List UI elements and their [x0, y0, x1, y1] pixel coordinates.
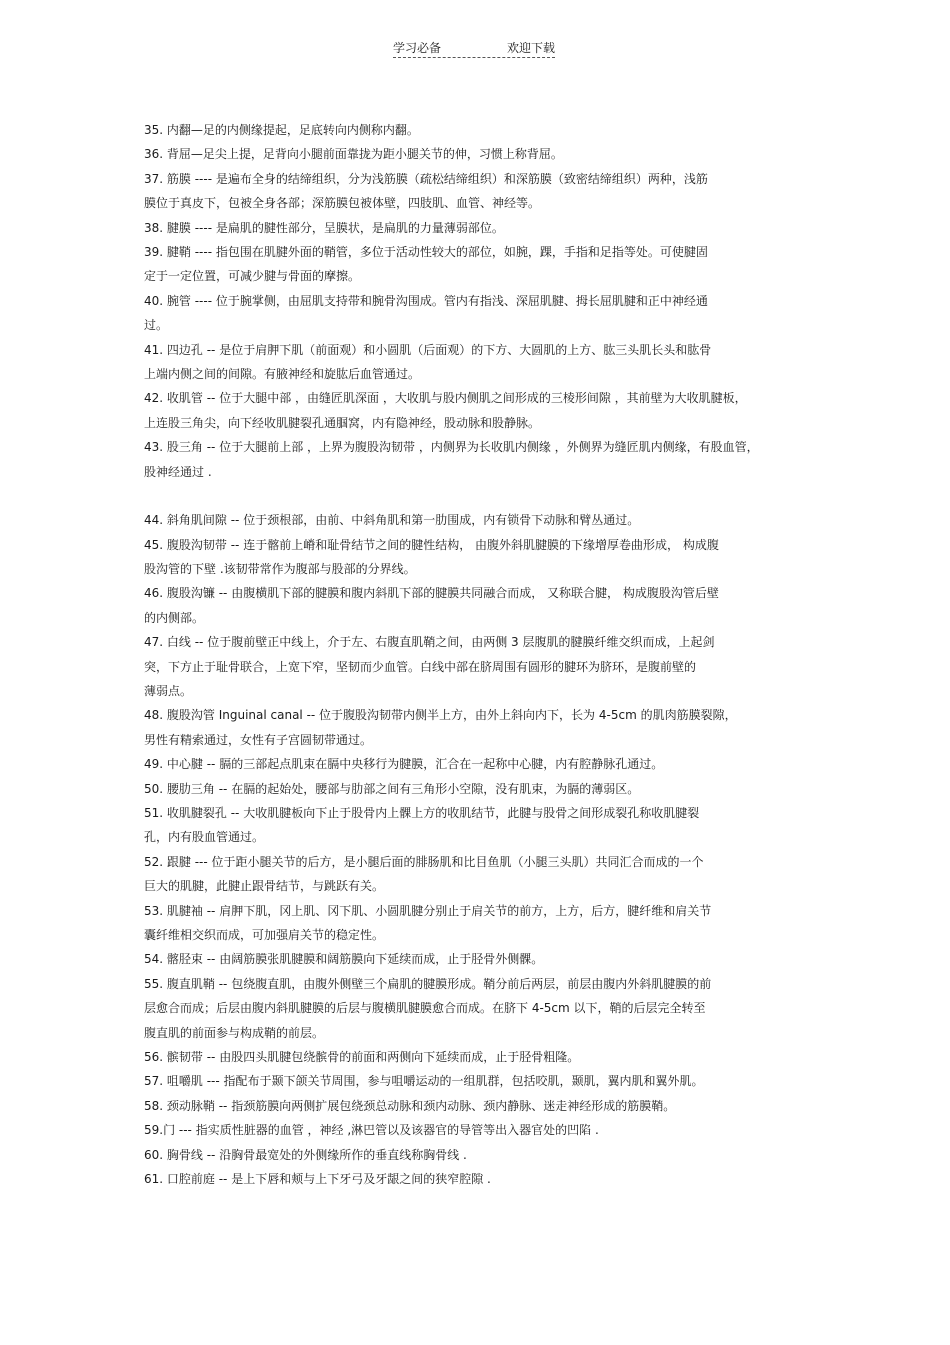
definition-line: 59.门 --- 指实质性脏器的血管 ，神经 ,淋巴管以及该器官的导管等出入器官处的凹陷 .	[144, 1123, 599, 1138]
definition-line: 57. 咀嚼肌 --- 指配布于颞下颌关节周围，参与咀嚼运动的一组肌群，包括咬肌，颞肌，翼内肌和翼外肌。	[144, 1074, 704, 1089]
definition-line: 38. 腱膜 ---- 是扁肌的腱性部分，呈膜状，是扁肌的力量薄弱部位。	[144, 220, 504, 235]
definition-line: 薄弱点。	[144, 683, 193, 698]
page-header	[0, 40, 950, 62]
definition-entry	[144, 533, 812, 582]
definition-line: 44. 斜角肌间隙 -- 位于颈根部，由前、中斜角肌和第一肋围成，内有锁骨下动脉和臂丛通过。	[144, 513, 640, 528]
definition-entry	[144, 386, 812, 435]
definition-line: 巨大的肌腱，此腱止跟骨结节，与跳跃有关。	[144, 879, 385, 894]
definition-entry	[144, 850, 812, 899]
definition-entry	[144, 630, 812, 703]
definition-line: 51. 收肌腱裂孔 -- 大收肌腱板向下止于股骨内上髁上方的收肌结节，此腱与股骨之间形成裂孔称收肌腱裂	[144, 805, 700, 820]
definition-line: 囊纤维相交织而成，可加强肩关节的稳定性。	[144, 928, 385, 942]
definition-entry	[144, 240, 812, 289]
definition-entry	[144, 118, 812, 142]
definition-entry	[144, 508, 812, 532]
definition-entry	[144, 1069, 812, 1093]
definition-line: 53. 肌腱袖 -- 肩胛下肌，冈上肌、冈下肌、小圆肌腱分别止于肩关节的前方，上方，后方，腱纤维和肩关节	[144, 903, 712, 918]
definition-line: 35. 内翻—足的内侧缘提起，足底转向内侧称内翻。	[144, 123, 419, 137]
definition-line: 上连股三角尖，向下经收肌腱裂孔通腘窝，内有隐神经，股动脉和股静脉。	[144, 415, 541, 430]
definition-entry	[144, 899, 812, 948]
definition-line: 50. 腰肋三角 -- 在膈的起始处，腰部与肋部之间有三角形小空隙，没有肌束，为膈的薄弱区。	[144, 781, 640, 796]
definition-line: 55. 腹直肌鞘 -- 包绕腹直肌，由腹外侧壁三个扁肌的腱膜形成。鞘分前后两层，前层由腹内外斜肌腱膜的前	[144, 976, 712, 991]
definition-entry	[144, 216, 812, 240]
definition-entry	[144, 947, 812, 971]
definition-line: 48. 腹股沟管 Inguinal canal -- 位于腹股沟韧带内侧半上方，由外上斜向内下，长为 4-5cm 的肌肉筋膜裂隙，	[144, 708, 737, 723]
definition-entry	[144, 1094, 812, 1118]
definition-entry	[144, 289, 812, 338]
definition-entry	[144, 703, 812, 752]
definition-list	[144, 118, 812, 1191]
definition-line: 股沟管的下壁 .该韧带常作为腹部与股部的分界线。	[144, 561, 416, 576]
definition-entry	[144, 801, 812, 850]
definition-entry	[144, 1167, 812, 1191]
definition-line: 45. 腹股沟韧带 -- 连于髂前上嵴和耻骨结节之间的腱性结构， 由腹外斜肌腱膜的下缘增厚卷曲形成， 构成腹	[144, 537, 719, 552]
definition-line: 的内侧部。	[144, 610, 205, 625]
definition-line: 60. 胸骨线 -- 沿胸骨最宽处的外侧缘所作的垂直线称胸骨线 .	[144, 1147, 467, 1162]
definition-entry	[144, 972, 812, 1045]
definition-entry	[144, 1045, 812, 1069]
definition-entry	[144, 777, 812, 801]
definition-line: 54. 髂胫束 -- 由阔筋膜张肌腱膜和阔筋膜向下延续而成，止于胫骨外侧髁。	[144, 952, 544, 967]
definition-line: 43. 股三角 -- 位于大腿前上部 ，上界为腹股沟韧带 ，内侧界为长收肌内侧缘 ，外侧界为缝匠肌内侧缘，有股血管，	[144, 440, 759, 455]
header-left-text: 学习必备	[393, 41, 442, 55]
definition-line: 52. 跟腱 --- 位于距小腿关节的后方，是小腿后面的腓肠肌和比目鱼肌（小腿三头肌）共同汇合而成的一个	[144, 854, 704, 869]
header-dashed-rule	[393, 57, 555, 58]
definition-line: 37. 筋膜 ---- 是遍布全身的结缔组织，分为浅筋膜（疏松结缔组织）和深筋膜（致密结缔组织）两种，浅筋	[144, 171, 708, 186]
definition-line: 46. 腹股沟镰 -- 由腹横肌下部的腱膜和腹内斜肌下部的腱膜共同融合而成， 又称联合腱， 构成腹股沟管后壁	[144, 586, 719, 601]
definition-line: 上端内侧之间的间隙。有腋神经和旋肱后血管通过。	[144, 367, 421, 382]
definition-line: 42. 收肌管 -- 位于大腿中部 ，由缝匠肌深面 ，大收肌与股内侧肌之间形成的三棱形间隙 ，其前壁为大收肌腱板，	[144, 391, 747, 406]
definition-line: 过。	[144, 318, 169, 333]
definition-line: 突，下方止于耻骨联合，上宽下窄，坚韧而少血管。白线中部在脐周围有圆形的腱环为脐环，是腹前壁的	[144, 659, 697, 674]
definition-line: 41. 四边孔 -- 是位于肩胛下肌（前面观）和小圆肌（后面观）的下方、大圆肌的上方、肱三头肌长头和肱骨	[144, 342, 712, 357]
definition-entry	[144, 581, 812, 630]
definition-line: 定于一定位置，可减少腱与骨面的摩擦。	[144, 269, 361, 284]
definition-entry	[144, 142, 812, 166]
definition-line: 男性有精索通过，女性有子宫圆韧带通过。	[144, 732, 373, 747]
definition-line: 39. 腱鞘 ---- 指包围在肌腱外面的鞘管，多位于活动性较大的部位，如腕，踝，手指和足指等处。可使腱固	[144, 245, 708, 260]
definition-line: 膜位于真皮下，包被全身各部；深筋膜包被体壁，四肢肌、血管、神经等。	[144, 196, 541, 211]
header-right-text: 欢迎下载	[507, 41, 556, 55]
definition-line: 孔，内有股血管通过。	[144, 830, 265, 845]
definition-entry	[144, 1143, 812, 1167]
definition-line: 56. 髌韧带 -- 由股四头肌腱包绕髌骨的前面和两侧向下延续而成，止于胫骨粗隆。	[144, 1050, 580, 1065]
definition-entry	[144, 435, 812, 484]
definition-line: 腹直肌的前面参与构成鞘的前层。	[144, 1025, 325, 1040]
definition-line: 47. 白线 -- 位于腹前壁正中线上，介于左、右腹直肌鞘之间，由两侧 3 层腹肌的腱膜纤维交织而成，上起剑	[144, 635, 715, 650]
definition-line: 49. 中心腱 -- 膈的三部起点肌束在膈中央移行为腱膜，汇合在一起称中心腱，内有腔静脉孔通过。	[144, 757, 664, 772]
section-gap	[144, 484, 812, 508]
definition-entry	[144, 167, 812, 216]
definition-entry	[144, 338, 812, 387]
definition-entry	[144, 1118, 812, 1142]
definition-line: 61. 口腔前庭 -- 是上下唇和颊与上下牙弓及牙龈之间的狭窄腔隙 .	[144, 1172, 491, 1187]
definition-line: 36. 背屈—足尖上提，足背向小腿前面靠拢为距小腿关节的伸，习惯上称背屈。	[144, 147, 563, 162]
definition-entry	[144, 752, 812, 776]
definition-line: 层愈合而成；后层由腹内斜肌腱膜的后层与腹横肌腱膜愈合而成。在脐下 4-5cm 以下，鞘的后层完全转至	[144, 1001, 706, 1016]
definition-line: 58. 颈动脉鞘 -- 指颈筋膜向两侧扩展包绕颈总动脉和颈内动脉、颈内静脉、迷走神经形成的筋膜鞘。	[144, 1098, 676, 1113]
definition-line: 40. 腕管 ---- 位于腕掌侧，由屈肌支持带和腕骨沟围成。管内有指浅、深屈肌腱、拇长屈肌腱和正中神经通	[144, 293, 708, 308]
definition-line: 股神经通过 .	[144, 464, 212, 479]
